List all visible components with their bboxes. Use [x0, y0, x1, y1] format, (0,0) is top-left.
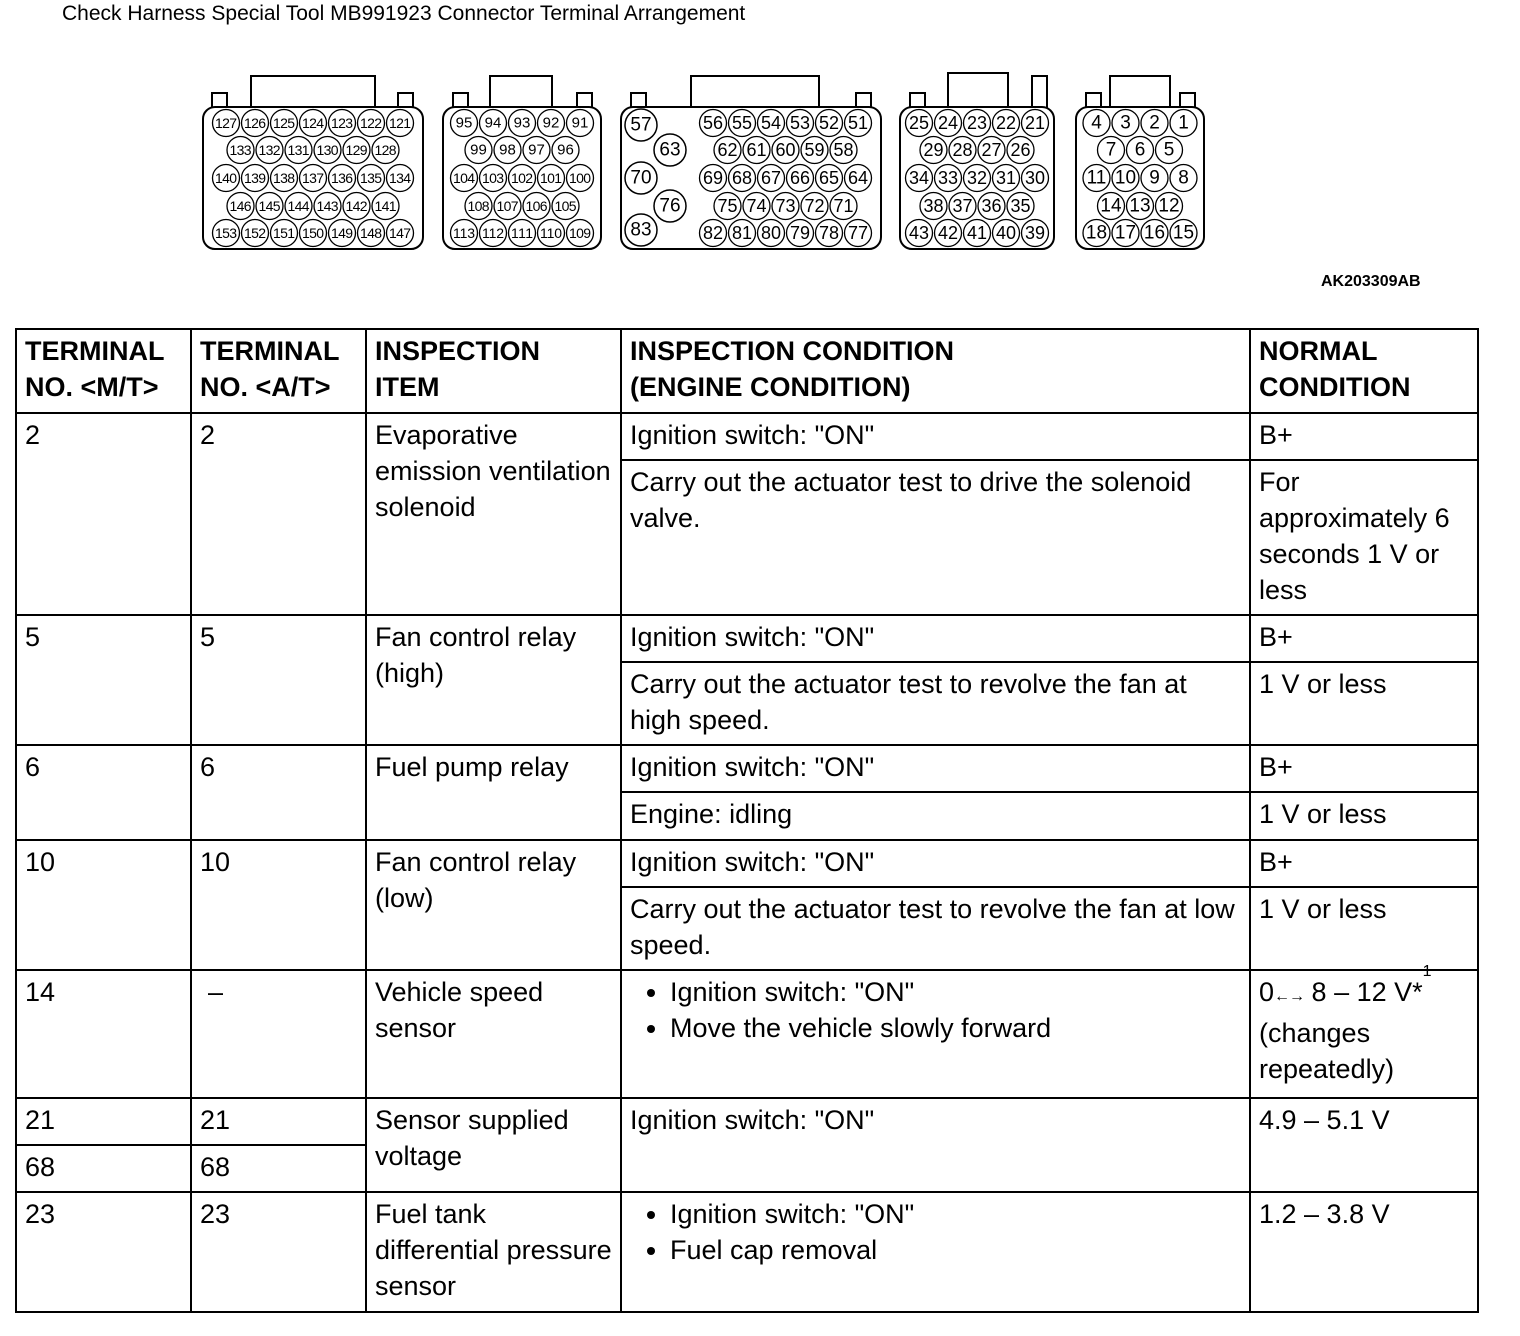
pin-label: 152 [244, 225, 266, 241]
cell-normal: B+ [1250, 413, 1478, 460]
pin-label: 32 [966, 168, 988, 188]
cell-condition: Carry out the actuator test to revolve the fan at low speed. [621, 887, 1250, 970]
header-terminal-at [191, 329, 366, 413]
pin-label: 95 [455, 114, 473, 132]
pin-label: 140 [215, 170, 237, 186]
pin-label: 128 [374, 142, 397, 158]
pin-label: 83 [630, 219, 652, 241]
connector-key [691, 76, 819, 108]
pin-label: 132 [258, 142, 281, 158]
pin-label: 30 [1024, 168, 1046, 188]
pin-label: 144 [287, 198, 310, 214]
pin-label: 100 [569, 170, 591, 186]
pin-label: 63 [659, 139, 681, 161]
footnote-marker: 1 [1422, 963, 1432, 980]
pin-label: 92 [542, 114, 560, 132]
pin-label: 64 [847, 168, 869, 188]
connector-latch [1032, 76, 1047, 108]
cell-normal: 1 V or less [1250, 662, 1478, 745]
pin-label: 111 [511, 225, 533, 241]
cell-condition: Ignition switch: "ON" [621, 840, 1250, 887]
cell-condition: Carry out the actuator test to drive the solenoid valve. [621, 460, 1250, 615]
pin-label: 10 [1114, 167, 1137, 189]
cell-normal [1250, 963, 1478, 1098]
cell-inspection-item: Fuel tank differential pressure sensor [366, 1192, 621, 1312]
normal-start: 0 [1259, 977, 1275, 1007]
connector-latch [577, 93, 592, 108]
cell-normal: 4.9 – 5.1 V [1250, 1098, 1478, 1192]
pin-label: 69 [702, 168, 724, 188]
pin-label: 42 [937, 223, 959, 243]
pin-label: 28 [952, 140, 973, 160]
pin-label: 57 [630, 114, 652, 136]
cell-inspection-item: Sensor supplied voltage [366, 1098, 621, 1192]
header-text: TERMINAL [25, 336, 165, 366]
cell-terminal-mt: 6 [16, 745, 191, 840]
cell-condition: Ignition switch: "ON" [621, 615, 1250, 662]
pin-label: 8 [1178, 167, 1189, 189]
table-row [16, 1098, 1478, 1145]
cell-inspection-item: Vehicle speed sensor [366, 970, 621, 1098]
pin-label: 71 [833, 196, 854, 216]
figure-id: AK203309AB [1321, 273, 1421, 290]
pin-label: 147 [389, 225, 411, 241]
header-text: NO. <A/T> [200, 372, 331, 402]
condition-list [630, 974, 1241, 1046]
connector-latch [1086, 93, 1101, 108]
pin-label: 150 [302, 225, 324, 241]
pin-label: 29 [923, 140, 944, 160]
pin-label: 103 [482, 170, 504, 186]
pin-label: 22 [995, 113, 1017, 133]
cell-inspection-item: Fan control relay (low) [366, 840, 621, 970]
connector-key [251, 76, 375, 108]
pin-label: 1 [1178, 112, 1189, 134]
connector-latch [631, 93, 646, 108]
pin-label: 14 [1100, 195, 1122, 217]
pin-label: 55 [731, 113, 753, 133]
cell-normal: B+ [1250, 840, 1478, 887]
header-inspection-condition [621, 329, 1250, 413]
connector-key [948, 73, 1008, 108]
cell-condition: Engine: idling [621, 792, 1250, 840]
cell-terminal-at [191, 970, 366, 1098]
pin-label: 23 [966, 113, 988, 133]
cell-condition [621, 970, 1250, 1098]
pin-label: 33 [937, 168, 959, 188]
pin-label: 18 [1085, 222, 1108, 244]
cell-terminal-mt: 14 [16, 970, 191, 1098]
pin-label: 6 [1134, 139, 1146, 161]
pin-label: 72 [804, 196, 825, 216]
cell-inspection-item: Fan control relay (high) [366, 615, 621, 745]
pin-label: 54 [760, 113, 782, 133]
pin-label: 125 [273, 115, 295, 131]
pin-label: 58 [833, 140, 854, 160]
pin-label: 38 [923, 196, 944, 216]
connector-latch [910, 93, 925, 108]
table-header-row [16, 329, 1478, 413]
pin-label: 134 [389, 170, 411, 186]
cell-terminal-at: 10 [191, 840, 366, 970]
header-text: INSPECTION CONDITION [630, 336, 955, 366]
pin-label: 141 [374, 198, 397, 214]
pin-label: 41 [966, 223, 988, 243]
pin-label: 37 [952, 196, 973, 216]
pin-label: 81 [731, 223, 753, 243]
cell-normal: 1.2 – 3.8 V [1250, 1192, 1478, 1312]
pin-label: 75 [717, 196, 738, 216]
normal-note: (changes repeatedly) [1259, 1018, 1395, 1084]
dash-text: – [208, 977, 224, 1007]
pin-label: 93 [513, 114, 531, 132]
left-right-arrow-icon: ←→ [1274, 988, 1305, 1005]
pin-label: 53 [789, 113, 811, 133]
table-row [16, 840, 1478, 887]
normal-end: 8 – 12 V* [1311, 977, 1423, 1007]
cell-inspection-item: Fuel pump relay [366, 745, 621, 840]
pin-label: 121 [389, 115, 411, 131]
pin-label: 36 [981, 196, 1002, 216]
pin-label: 39 [1024, 223, 1046, 243]
pin-label: 68 [731, 168, 753, 188]
cell-terminal-mt: 10 [16, 840, 191, 970]
pin-label: 35 [1010, 196, 1031, 216]
pin-label: 106 [525, 198, 548, 214]
pin-label: 126 [244, 115, 266, 131]
cell-terminal-mt: 21 [16, 1098, 191, 1145]
page-title: Check Harness Special Tool MB991923 Connector Terminal Arrangement [62, 2, 746, 25]
pin-label: 105 [554, 198, 577, 214]
list-item: • Move the vehicle slowly forward [670, 1010, 1241, 1046]
header-text: INSPECTION [375, 336, 541, 366]
pin-label: 78 [818, 223, 840, 243]
pin-label: 142 [345, 198, 368, 214]
cell-normal: B+ [1250, 615, 1478, 662]
pin-label: 138 [273, 170, 295, 186]
pin-label: 4 [1091, 112, 1102, 134]
pin-label: 73 [775, 196, 796, 216]
pin-label: 130 [316, 142, 339, 158]
pin-label: 11 [1086, 167, 1107, 189]
pin-label: 153 [215, 225, 237, 241]
pin-label: 79 [789, 223, 811, 243]
cell-terminal-at: 6 [191, 745, 366, 840]
pin-label: 62 [717, 140, 738, 160]
pin-label: 135 [360, 170, 382, 186]
pin-label: 91 [571, 114, 589, 132]
pin-label: 82 [702, 223, 724, 243]
pin-label: 101 [540, 170, 562, 186]
pin-label: 70 [630, 167, 652, 189]
pin-label: 25 [908, 113, 930, 133]
pin-label: 77 [847, 223, 869, 243]
pin-label: 146 [229, 198, 252, 214]
pin-label: 137 [302, 170, 324, 186]
cell-terminal-at: 2 [191, 413, 366, 615]
connector-latch [212, 93, 227, 108]
cell-terminal-at: 23 [191, 1192, 366, 1312]
header-normal-condition [1250, 329, 1478, 413]
pin-label: 99 [470, 141, 487, 159]
header-text: CONDITION [1259, 372, 1411, 402]
header-terminal-mt [16, 329, 191, 413]
connector-latch [856, 93, 871, 108]
pin-label: 65 [818, 168, 840, 188]
pin-label: 34 [908, 168, 930, 188]
pin-label: 96 [557, 141, 574, 159]
pin-label: 74 [746, 196, 767, 216]
pin-label: 26 [1010, 140, 1031, 160]
pin-label: 113 [453, 225, 475, 241]
pin-label: 40 [995, 223, 1017, 243]
pin-label: 124 [302, 115, 324, 131]
pin-label: 127 [215, 115, 237, 131]
pin-label: 76 [659, 195, 681, 217]
pin-label: 109 [569, 225, 591, 241]
cell-condition: Ignition switch: "ON" [621, 745, 1250, 792]
pin-label: 15 [1172, 222, 1195, 244]
pin-label: 2 [1149, 112, 1160, 134]
header-text: NORMAL [1259, 336, 1378, 366]
pin-label: 148 [360, 225, 382, 241]
connector-diagram [0, 0, 1520, 300]
table-row [16, 745, 1478, 792]
cell-terminal-mt: 23 [16, 1192, 191, 1312]
list-item: • Fuel cap removal [670, 1232, 1241, 1268]
pin-label: 66 [789, 168, 811, 188]
pin-label: 9 [1149, 167, 1160, 189]
pin-label: 102 [511, 170, 533, 186]
pin-label: 151 [273, 225, 295, 241]
connector-key [1110, 76, 1170, 108]
cell-terminal-at: 68 [191, 1145, 366, 1192]
terminal-table [15, 328, 1479, 1313]
pin-label: 7 [1105, 139, 1117, 161]
pin-label: 51 [847, 113, 869, 133]
pin-label: 12 [1158, 195, 1180, 217]
pin-label: 136 [331, 170, 353, 186]
pin-label: 98 [499, 141, 516, 159]
table-row [16, 615, 1478, 662]
table-row [16, 970, 1478, 1098]
cell-condition: Carry out the actuator test to revolve the fan at high speed. [621, 662, 1250, 745]
pin-label: 131 [287, 142, 310, 158]
pin-label: 43 [908, 223, 930, 243]
table-row [16, 413, 1478, 460]
cell-normal: For approximately 6 seconds 1 V or less [1250, 460, 1478, 615]
pin-label: 110 [540, 225, 562, 241]
table-row [16, 1192, 1478, 1312]
pin-label: 123 [331, 115, 353, 131]
pin-label: 27 [981, 140, 1002, 160]
pin-label: 104 [453, 170, 475, 186]
header-text: NO. <M/T> [25, 372, 159, 402]
pin-label: 21 [1024, 113, 1046, 133]
pin-label: 107 [496, 198, 519, 214]
cell-terminal-at: 21 [191, 1098, 366, 1145]
pin-label: 3 [1120, 112, 1131, 134]
cell-condition [621, 1192, 1250, 1312]
pin-label: 60 [775, 140, 796, 160]
header-text: (ENGINE CONDITION) [630, 372, 911, 402]
list-item: • Ignition switch: "ON" [670, 974, 1241, 1010]
pin-label: 59 [804, 140, 825, 160]
pin-label: 17 [1114, 222, 1137, 244]
cell-normal: B+ [1250, 745, 1478, 792]
pin-label: 129 [345, 142, 368, 158]
cell-condition: Ignition switch: "ON" [621, 413, 1250, 460]
cell-terminal-mt: 5 [16, 615, 191, 745]
pin-label: 61 [746, 140, 767, 160]
header-text: TERMINAL [200, 336, 340, 366]
condition-list [630, 1196, 1241, 1268]
header-inspection-item [366, 329, 621, 413]
pin-label: 112 [482, 225, 504, 241]
pin-label: 145 [258, 198, 281, 214]
pin-label: 122 [360, 115, 382, 131]
cell-inspection-item: Evaporative emission ventilation solenoid [366, 413, 621, 615]
pin-label: 133 [229, 142, 252, 158]
pin-label: 80 [760, 223, 782, 243]
pin-label: 143 [316, 198, 339, 214]
pin-label: 52 [818, 113, 840, 133]
pin-label: 5 [1163, 139, 1175, 161]
header-text: ITEM [375, 372, 440, 402]
pin-label: 108 [467, 198, 490, 214]
connector-key [490, 76, 552, 108]
pin-label: 97 [528, 141, 545, 159]
pin-label: 67 [760, 168, 782, 188]
cell-terminal-at: 5 [191, 615, 366, 745]
pin-label: 31 [995, 168, 1017, 188]
pin-label: 139 [244, 170, 266, 186]
connector-latch [398, 93, 413, 108]
cell-terminal-mt: 68 [16, 1145, 191, 1192]
pin-label: 94 [484, 114, 502, 132]
cell-condition: Ignition switch: "ON" [621, 1098, 1250, 1192]
pin-label: 16 [1143, 222, 1166, 244]
pin-label: 13 [1129, 195, 1151, 217]
list-item: • Ignition switch: "ON" [670, 1196, 1241, 1232]
connector-latch [1180, 93, 1195, 108]
pin-label: 149 [331, 225, 353, 241]
pin-label: 56 [702, 113, 724, 133]
cell-terminal-mt: 2 [16, 413, 191, 615]
cell-normal: 1 V or less [1250, 792, 1478, 840]
pin-label: 24 [937, 113, 959, 133]
cell-normal: 1 V or less [1250, 887, 1478, 970]
connector-latch [453, 93, 468, 108]
